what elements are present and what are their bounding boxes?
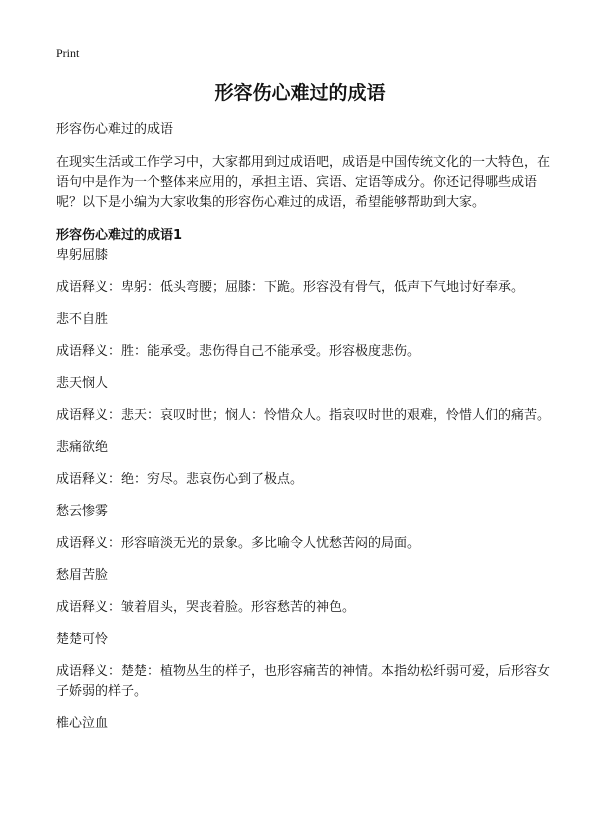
idiom-name: 楚楚可怜 — [56, 632, 109, 647]
print-link[interactable]: Print — [56, 46, 80, 60]
idiom-name: 悲天悯人 — [56, 376, 109, 391]
intro-paragraph: 在现实生活或工作学习中，大家都用到过成语吧，成语是中国传统文化的一大特色，在语句中是作为一个整体来应用的，承担主语、宾语、定语等成分。你还记得哪些成语呢？以下是小编为大家收集的形容伤心难过的成语，希望能够帮助到大家。 — [56, 155, 551, 210]
idiom-name: 愁眉苦脸 — [56, 568, 109, 583]
idiom-name: 悲不自胜 — [56, 312, 109, 327]
article-subtitle: 形容伤心难过的成语 — [56, 122, 174, 137]
idiom-name: 愁云惨雾 — [56, 504, 109, 519]
idiom-name: 悲痛欲绝 — [56, 440, 109, 455]
idiom-definition: 成语释义：皱着眉头，哭丧着脸。形容愁苦的神色。 — [56, 600, 356, 615]
idiom-name: 椎心泣血 — [56, 716, 109, 731]
article-body — [56, 120, 550, 746]
idiom-definition: 成语释义：胜：能承受。悲伤得自己不能承受。形容极度悲伤。 — [56, 344, 421, 359]
idiom-name: 卑躬屈膝 — [56, 248, 109, 263]
page-title: 形容伤心难过的成语 — [214, 82, 386, 104]
idiom-definition: 成语释义：绝：穷尽。悲哀伤心到了极点。 — [56, 472, 304, 487]
idiom-definition: 成语释义：楚楚：植物丛生的样子，也形容痛苦的神情。本指幼松纤弱可爱，后形容女子娇弱的样子。 — [56, 664, 551, 699]
section-heading: 形容伤心难过的成语1 — [56, 228, 183, 243]
idiom-definition: 成语释义：卑躬：低头弯腰；屈膝：下跪。形容没有骨气，低声下气地讨好奉承。 — [56, 280, 525, 295]
idiom-definition: 成语释义：悲天：哀叹时世；悯人：怜惜众人。指哀叹时世的艰难，怜惜人们的痛苦。 — [56, 408, 551, 423]
idiom-definition: 成语释义：形容暗淡无光的景象。多比喻令人忧愁苦闷的局面。 — [56, 536, 421, 551]
